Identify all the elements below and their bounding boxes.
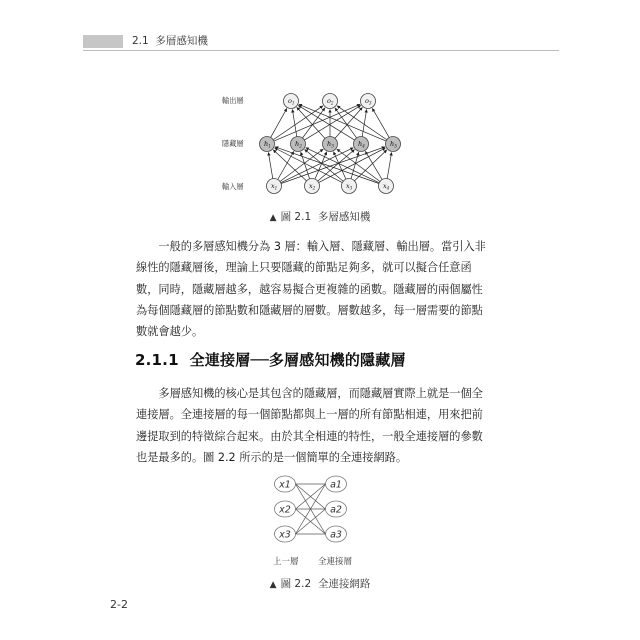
svg-text:h2: $h_2$: [295, 140, 302, 149]
body-paragraph-1: 一般的多層感知機分為 3 層：輸入層、隱藏層、輸出層。當引入非線性的隱藏層後，理論上只要隱藏的節點足夠多，就可以擬合任意函數，同時，隱藏層越多，越容易擬合更複雜的函數。隱藏層的兩個屬性為每個隱藏層的節點數和隱藏層的層數。層數越多，每一層需要的節點數就會越少。: [136, 240, 486, 339]
svg-text:a3: a3: [330, 529, 342, 541]
caption-triangle-icon: ▲: [269, 580, 277, 590]
figure1-caption-title: 多層感知機: [317, 211, 371, 223]
svg-text:o2: $o_2$: [327, 97, 334, 106]
layer-label-input: 輸入層: [222, 182, 244, 191]
svg-text:x1: x1: [279, 479, 291, 491]
edge-input-hidden: [318, 150, 355, 182]
svg-text:o1: $o_1$: [288, 97, 295, 106]
fc-left-node-3: [275, 526, 296, 542]
section-number: 2.1.1: [135, 351, 179, 369]
fc-right-node-1: [326, 476, 347, 492]
svg-text:h1: $h_1$: [264, 140, 271, 149]
edge-input-hidden: [278, 151, 294, 179]
hidden-node-1: [260, 137, 275, 152]
mlp-nodes: [260, 94, 401, 194]
section-heading: [135, 349, 406, 370]
svg-text:x4: $x_4$: [383, 182, 390, 191]
edge-input-hidden: [365, 151, 382, 179]
caption-triangle-icon: ▲: [269, 213, 277, 223]
output-node-3: [361, 94, 376, 109]
output-node-1: [284, 94, 299, 109]
figure1-caption: [220, 209, 420, 224]
svg-text:a1: a1: [330, 479, 342, 491]
edge-hidden-output: [372, 108, 389, 137]
svg-text:x3: $x_3$: [346, 182, 353, 191]
edge-hidden-output: [335, 107, 362, 138]
svg-text:o3: $o_3$: [365, 97, 372, 106]
svg-text:x2: x2: [279, 504, 291, 516]
fc-edges: [296, 484, 326, 534]
hidden-node-2: [291, 137, 306, 152]
fc-left-node-2: [275, 501, 296, 517]
input-node-1: [267, 179, 282, 194]
fc-right-node-3: [326, 526, 347, 542]
edge-input-hidden: [319, 148, 386, 183]
edge-input-hidden: [387, 152, 391, 178]
edge-input-hidden: [305, 149, 344, 181]
page-number: 2-2: [110, 598, 128, 611]
edge-hidden-output: [304, 105, 360, 140]
figure2-caption: [220, 576, 420, 591]
edge-hidden-output: [335, 108, 357, 138]
figure2-caption-title: 全連接網路: [317, 578, 371, 590]
edge-hidden-output: [271, 108, 287, 137]
svg-text:x3: x3: [279, 529, 291, 541]
header-section-title: 多層感知機: [155, 35, 208, 47]
figure2-caption-label: 圖 2.2: [280, 578, 312, 590]
hidden-node-5: [386, 137, 401, 152]
fig2-left-layer-label: 上一層: [273, 557, 299, 567]
svg-text:x2: $x_2$: [309, 182, 316, 191]
fig2-right-layer-label: 全連接層: [318, 557, 353, 567]
edge-input-hidden: [268, 152, 272, 178]
output-node-2: [323, 94, 338, 109]
fc-right-node-2: [326, 501, 347, 517]
figure1-caption-label: 圖 2.1: [280, 211, 312, 223]
hidden-node-4: [354, 137, 369, 152]
hidden-node-3: [323, 137, 338, 152]
edge-hidden-output: [297, 107, 325, 138]
layer-label-hidden: 隱藏層: [222, 139, 244, 148]
input-node-2: [305, 179, 320, 194]
body-paragraph-2: 多層感知機的核心是其包含的隱藏層，而隱藏層實際上就是一個全連接層。全連接層的每一個節點都與上一層的所有節點相連，用來把前邊提取到的特徵綜合起來。由於其全相連的特性，一般全連接層的參數也是最多的。圖 2.2 所示的是一個簡單的全連接網路。: [136, 387, 483, 464]
header-section-number: 2.1: [132, 35, 149, 47]
edge-input-hidden: [354, 150, 386, 181]
edge-hidden-output: [273, 106, 323, 140]
input-node-4: [379, 179, 394, 194]
edge-hidden-output: [337, 106, 387, 140]
input-node-3: [342, 179, 357, 194]
svg-text:a2: a2: [330, 504, 342, 516]
section-title: 全連接層──多層感知機的隱藏層: [189, 351, 406, 369]
layer-label-output: 輸出層: [222, 96, 244, 105]
svg-text:x1: $x_1$: [271, 182, 278, 191]
figure-mlp-diagram: [0, 0, 640, 210]
svg-text:h5: $h_5$: [390, 140, 397, 149]
svg-text:h4: $h_4$: [358, 140, 365, 149]
fc-left-node-1: [275, 476, 296, 492]
svg-text:h3: $h_3$: [327, 140, 334, 149]
